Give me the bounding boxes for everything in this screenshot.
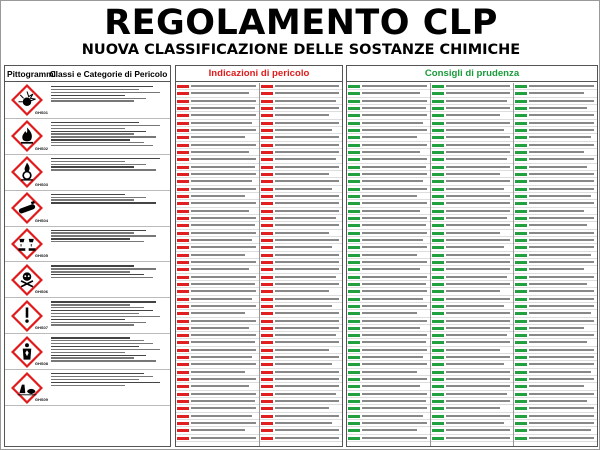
- poster-subtitle: NUOVA CLASSIFICAZIONE DELLE SOSTANZE CHIMICHE: [81, 42, 521, 58]
- statement-row: [514, 127, 597, 134]
- statement-row: [431, 200, 514, 207]
- statement-row: [347, 325, 430, 332]
- statement-row: [514, 413, 597, 420]
- statement-row: [176, 288, 259, 295]
- statement-row: [514, 244, 597, 251]
- statement-row: [260, 208, 343, 215]
- statement-row: [347, 178, 430, 185]
- statement-row: [176, 376, 259, 383]
- statement-row: [347, 361, 430, 368]
- hazard-class-description: [49, 298, 171, 333]
- statement-row: [260, 90, 343, 97]
- statement-row: [431, 303, 514, 310]
- statement-row: [260, 413, 343, 420]
- statement-row: [260, 354, 343, 361]
- statement-row: [431, 274, 514, 281]
- statement-row: [347, 310, 430, 317]
- statement-row: [176, 112, 259, 119]
- statement-row: [176, 281, 259, 288]
- statement-row: [176, 244, 259, 251]
- statement-row: [260, 83, 343, 90]
- statement-row: [431, 259, 514, 266]
- pictogram-row: [5, 119, 171, 155]
- statement-row: [431, 325, 514, 332]
- statement-row: [431, 361, 514, 368]
- statement-row: [514, 281, 597, 288]
- statement-row: [514, 171, 597, 178]
- statement-row: [514, 296, 597, 303]
- pictogram-row: [5, 334, 171, 370]
- statement-row: [431, 281, 514, 288]
- health-hazard-icon: [5, 334, 49, 369]
- statement-row: [260, 398, 343, 405]
- statement-row: [514, 405, 597, 412]
- statement-row: [431, 391, 514, 398]
- statement-row: [260, 296, 343, 303]
- statement-row: [347, 398, 430, 405]
- statement-row: [514, 156, 597, 163]
- statement-row: [176, 383, 259, 390]
- statement-column: [514, 83, 597, 446]
- statement-row: [431, 164, 514, 171]
- statement-row: [347, 332, 430, 339]
- statement-row: [260, 318, 343, 325]
- statement-row: [260, 98, 343, 105]
- statement-row: [347, 134, 430, 141]
- pictogram-row: [5, 298, 171, 334]
- statement-row: [176, 252, 259, 259]
- statement-row: [176, 200, 259, 207]
- statement-row: [347, 420, 430, 427]
- statement-row: [176, 310, 259, 317]
- statement-row: [176, 149, 259, 156]
- statement-row: [431, 83, 514, 90]
- hazard-class-description: [49, 370, 171, 405]
- gas-cylinder-icon: [5, 191, 49, 226]
- statement-row: [176, 296, 259, 303]
- statement-row: [260, 369, 343, 376]
- statement-row: [347, 90, 430, 97]
- pictogram-code: GHS09: [34, 397, 48, 403]
- statement-row: [514, 427, 597, 434]
- statement-row: [347, 281, 430, 288]
- statement-row: [176, 127, 259, 134]
- statement-row: [347, 215, 430, 222]
- statement-row: [431, 178, 514, 185]
- statement-row: [431, 105, 514, 112]
- hazard-class-description: [49, 334, 171, 369]
- statement-row: [431, 266, 514, 273]
- statement-row: [260, 244, 343, 251]
- pictograms-panel: [4, 65, 171, 447]
- pictogram-code: GHS08: [34, 361, 48, 367]
- statement-column: [431, 83, 515, 446]
- statement-row: [514, 347, 597, 354]
- statement-row: [514, 354, 597, 361]
- statement-row: [176, 120, 259, 127]
- statement-row: [347, 83, 430, 90]
- statement-row: [260, 332, 343, 339]
- statement-row: [176, 222, 259, 229]
- hazard-statements: [176, 83, 342, 446]
- statement-row: [431, 244, 514, 251]
- pictogram-list: [5, 83, 171, 446]
- statement-row: [514, 215, 597, 222]
- statement-row: [347, 142, 430, 149]
- statement-row: [431, 332, 514, 339]
- statement-row: [431, 171, 514, 178]
- statement-row: [176, 98, 259, 105]
- statement-row: [260, 134, 343, 141]
- statement-row: [514, 237, 597, 244]
- statement-row: [260, 259, 343, 266]
- statement-row: [176, 178, 259, 185]
- pictogram-code: GHS01: [34, 109, 48, 115]
- hazard-class-description: [49, 191, 171, 226]
- statement-row: [514, 83, 597, 90]
- hazard-class-description: [49, 262, 171, 297]
- statement-row: [431, 208, 514, 215]
- statement-row: [347, 244, 430, 251]
- pictogram-code: GHS06: [34, 289, 48, 295]
- statement-row: [176, 332, 259, 339]
- statement-row: [347, 435, 430, 442]
- statement-row: [260, 427, 343, 434]
- statement-row: [431, 339, 514, 346]
- statement-row: [431, 127, 514, 134]
- pictogram-row: [5, 227, 171, 263]
- pictogram-code: GHS02: [34, 145, 48, 151]
- statement-row: [431, 376, 514, 383]
- pictogram-row: [5, 155, 171, 191]
- statement-row: [514, 178, 597, 185]
- statement-row: [347, 274, 430, 281]
- statement-row: [514, 208, 597, 215]
- statement-row: [514, 376, 597, 383]
- statement-row: [347, 339, 430, 346]
- statement-row: [176, 391, 259, 398]
- statement-row: [431, 383, 514, 390]
- statement-row: [176, 164, 259, 171]
- statement-row: [176, 435, 259, 442]
- statement-row: [514, 112, 597, 119]
- statement-row: [260, 391, 343, 398]
- statement-row: [514, 142, 597, 149]
- statement-row: [176, 274, 259, 281]
- statement-row: [431, 354, 514, 361]
- statement-row: [176, 369, 259, 376]
- pictograms-column-title: Pittogrammi: [7, 68, 56, 79]
- statement-row: [347, 369, 430, 376]
- statement-row: [347, 405, 430, 412]
- statement-row: [347, 383, 430, 390]
- statement-row: [514, 230, 597, 237]
- statement-row: [260, 178, 343, 185]
- statement-row: [260, 193, 343, 200]
- statement-row: [514, 120, 597, 127]
- statement-row: [514, 288, 597, 295]
- statement-row: [347, 347, 430, 354]
- statement-row: [347, 318, 430, 325]
- statement-row: [514, 391, 597, 398]
- statement-row: [347, 120, 430, 127]
- statement-row: [260, 237, 343, 244]
- statement-row: [431, 405, 514, 412]
- statement-row: [260, 252, 343, 259]
- statement-row: [514, 318, 597, 325]
- statement-row: [260, 274, 343, 281]
- statement-row: [514, 369, 597, 376]
- hazard-header: Indicazioni di pericolo: [176, 66, 342, 82]
- precaution-header: Consigli di prudenza: [347, 66, 597, 82]
- statement-row: [176, 325, 259, 332]
- statement-row: [514, 164, 597, 171]
- statement-row: [347, 296, 430, 303]
- statement-row: [514, 259, 597, 266]
- precaution-statements: [347, 83, 597, 446]
- statement-row: [431, 156, 514, 163]
- statement-row: [260, 310, 343, 317]
- statement-row: [431, 112, 514, 119]
- statement-row: [431, 90, 514, 97]
- statement-row: [431, 347, 514, 354]
- statement-row: [260, 420, 343, 427]
- statement-row: [431, 222, 514, 229]
- statement-row: [514, 332, 597, 339]
- statement-row: [347, 149, 430, 156]
- corrosion-icon: [5, 227, 49, 262]
- hazard-class-description: [49, 83, 171, 118]
- statement-row: [176, 266, 259, 273]
- statement-row: [347, 252, 430, 259]
- statement-row: [260, 112, 343, 119]
- statement-row: [347, 266, 430, 273]
- statement-row: [260, 347, 343, 354]
- classes-column-title: Classi e Categorie di Pericolo: [49, 68, 168, 79]
- statement-row: [347, 98, 430, 105]
- statement-row: [260, 156, 343, 163]
- statement-column: [260, 83, 343, 446]
- statement-row: [514, 339, 597, 346]
- statement-column: [347, 83, 431, 446]
- statement-row: [514, 193, 597, 200]
- statement-row: [514, 361, 597, 368]
- statement-row: [514, 134, 597, 141]
- statement-row: [176, 208, 259, 215]
- statement-row: [431, 252, 514, 259]
- statement-row: [347, 164, 430, 171]
- statement-row: [431, 142, 514, 149]
- precaution-panel: [346, 65, 598, 447]
- statement-row: [431, 230, 514, 237]
- statement-row: [514, 252, 597, 259]
- statement-row: [260, 383, 343, 390]
- statement-row: [347, 171, 430, 178]
- statement-row: [431, 237, 514, 244]
- statement-row: [176, 134, 259, 141]
- exploding-bomb-icon: [5, 83, 49, 118]
- statement-row: [260, 376, 343, 383]
- statement-row: [347, 237, 430, 244]
- statement-row: [260, 288, 343, 295]
- statement-row: [347, 127, 430, 134]
- statement-row: [260, 281, 343, 288]
- statement-row: [514, 398, 597, 405]
- statement-row: [176, 237, 259, 244]
- statement-row: [347, 186, 430, 193]
- statement-row: [514, 105, 597, 112]
- statement-row: [176, 303, 259, 310]
- statement-row: [176, 186, 259, 193]
- statement-row: [176, 413, 259, 420]
- statement-row: [260, 164, 343, 171]
- skull-crossbones-icon: [5, 262, 49, 297]
- statement-row: [260, 142, 343, 149]
- statement-row: [431, 413, 514, 420]
- statement-row: [260, 361, 343, 368]
- statement-row: [431, 215, 514, 222]
- statement-row: [514, 200, 597, 207]
- statement-row: [260, 230, 343, 237]
- statement-row: [260, 186, 343, 193]
- statement-row: [431, 420, 514, 427]
- statement-row: [260, 215, 343, 222]
- statement-row: [176, 90, 259, 97]
- statement-row: [260, 171, 343, 178]
- statement-row: [347, 303, 430, 310]
- statement-row: [514, 274, 597, 281]
- statement-row: [176, 339, 259, 346]
- statement-row: [176, 105, 259, 112]
- statement-row: [431, 134, 514, 141]
- statement-row: [431, 435, 514, 442]
- statement-row: [347, 193, 430, 200]
- statement-row: [260, 325, 343, 332]
- statement-row: [260, 303, 343, 310]
- statement-row: [514, 266, 597, 273]
- statement-row: [347, 288, 430, 295]
- statement-row: [431, 98, 514, 105]
- statement-row: [347, 112, 430, 119]
- exclamation-mark-icon: [5, 298, 49, 333]
- statement-row: [431, 120, 514, 127]
- pictogram-row: [5, 191, 171, 227]
- statement-row: [260, 405, 343, 412]
- statement-row: [176, 318, 259, 325]
- statement-row: [260, 149, 343, 156]
- statement-row: [176, 156, 259, 163]
- statement-row: [431, 193, 514, 200]
- statement-row: [514, 90, 597, 97]
- statement-row: [431, 398, 514, 405]
- statement-row: [176, 361, 259, 368]
- statement-row: [260, 200, 343, 207]
- hazard-class-description: [49, 155, 171, 190]
- statement-row: [347, 413, 430, 420]
- pictograms-header: [5, 66, 170, 82]
- statement-row: [431, 318, 514, 325]
- statement-row: [431, 186, 514, 193]
- statement-row: [260, 120, 343, 127]
- statement-row: [431, 369, 514, 376]
- statement-row: [514, 149, 597, 156]
- statement-row: [431, 310, 514, 317]
- statement-row: [347, 200, 430, 207]
- pictogram-code: GHS03: [34, 181, 48, 187]
- pictogram-row: [5, 83, 171, 119]
- statement-row: [347, 376, 430, 383]
- statement-row: [176, 193, 259, 200]
- statement-row: [514, 303, 597, 310]
- statement-row: [347, 208, 430, 215]
- statement-row: [176, 347, 259, 354]
- statement-row: [260, 266, 343, 273]
- hazard-class-description: [49, 119, 171, 154]
- statement-row: [176, 354, 259, 361]
- poster-title: REGOLAMENTO CLP: [104, 3, 498, 43]
- statement-row: [347, 427, 430, 434]
- statement-row: [260, 127, 343, 134]
- statement-row: [176, 427, 259, 434]
- statement-row: [176, 215, 259, 222]
- statement-row: [176, 405, 259, 412]
- pictogram-code: GHS05: [34, 253, 48, 259]
- statement-row: [431, 149, 514, 156]
- statement-row: [431, 288, 514, 295]
- statement-row: [176, 83, 259, 90]
- statement-row: [514, 325, 597, 332]
- statement-row: [514, 98, 597, 105]
- statement-row: [260, 435, 343, 442]
- statement-row: [514, 310, 597, 317]
- statement-row: [347, 230, 430, 237]
- statement-row: [347, 259, 430, 266]
- hazard-panel: [175, 65, 343, 447]
- statement-row: [514, 435, 597, 442]
- pictogram-code: GHS04: [34, 217, 48, 223]
- hazard-class-description: [49, 227, 171, 262]
- statement-row: [514, 186, 597, 193]
- statement-row: [347, 354, 430, 361]
- flame-icon: [5, 119, 49, 154]
- statement-row: [431, 427, 514, 434]
- statement-row: [514, 222, 597, 229]
- statement-row: [347, 391, 430, 398]
- statement-row: [347, 156, 430, 163]
- statement-row: [514, 383, 597, 390]
- statement-row: [260, 105, 343, 112]
- statement-row: [176, 142, 259, 149]
- pictogram-row: [5, 262, 171, 298]
- statement-row: [176, 230, 259, 237]
- statement-row: [514, 420, 597, 427]
- statement-row: [431, 296, 514, 303]
- pictogram-row: [5, 370, 171, 406]
- statement-row: [176, 420, 259, 427]
- statement-row: [176, 171, 259, 178]
- statement-row: [176, 398, 259, 405]
- statement-row: [260, 222, 343, 229]
- environment-icon: [5, 370, 49, 405]
- flame-over-circle-icon: [5, 155, 49, 190]
- statement-row: [176, 259, 259, 266]
- statement-row: [347, 222, 430, 229]
- statement-row: [347, 105, 430, 112]
- pictogram-code: GHS07: [34, 325, 48, 331]
- statement-column: [176, 83, 260, 446]
- statement-row: [260, 339, 343, 346]
